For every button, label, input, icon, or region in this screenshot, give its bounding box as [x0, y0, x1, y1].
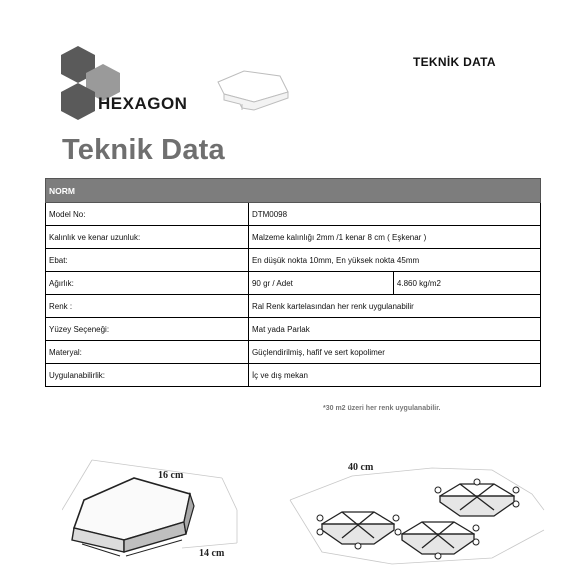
row-label: Model No:: [46, 203, 249, 226]
row-label: Yüzey Seçeneği:: [46, 318, 249, 341]
row-label: Renk :: [46, 295, 249, 318]
row-label: Materyal:: [46, 341, 249, 364]
row-value: Ral Renk kartelasından her renk uygulanabilir: [248, 295, 540, 318]
hex-modules-drawing-icon: [282, 440, 552, 566]
dimension-span: 40 cm: [348, 462, 374, 473]
dimension-width: 16 cm: [158, 470, 184, 481]
row-value: Mat yada Parlak: [248, 318, 540, 341]
table-row: [46, 226, 541, 249]
hex-tile-sketch-icon: [214, 68, 294, 114]
table-row: [46, 364, 541, 387]
row-label: Ebat:: [46, 249, 249, 272]
row-value: İç ve dış mekan: [248, 364, 540, 387]
table-row: [46, 272, 541, 295]
page-title: Teknik Data: [62, 134, 225, 166]
row-value-secondary: 4.860 kg/m2: [393, 272, 540, 295]
row-label: Kalınlık ve kenar uzunluk:: [46, 226, 249, 249]
table-section-row: [46, 179, 541, 203]
header-label: TEKNİK DATA: [413, 55, 496, 69]
table-row: [46, 318, 541, 341]
row-value: DTM0098: [248, 203, 540, 226]
table-row: [46, 203, 541, 226]
table-row: [46, 341, 541, 364]
row-value: Malzeme kalınlığı 2mm /1 kenar 8 cm ( Eşkenar ): [248, 226, 540, 249]
row-label: Ağırlık:: [46, 272, 249, 295]
row-label: Uygulanabilirlik:: [46, 364, 249, 387]
footnote: *30 m2 üzeri her renk uygulanabilir.: [323, 405, 441, 412]
table-row: [46, 249, 541, 272]
row-value: 90 gr / Adet: [248, 272, 393, 295]
brand-logo: [58, 46, 198, 120]
table-row: [46, 295, 541, 318]
section-label: NORM: [46, 179, 541, 203]
dimension-depth: 14 cm: [199, 548, 225, 559]
row-value: Güçlendirilmiş, hafif ve sert kopolimer: [248, 341, 540, 364]
brand-name: HEXAGON: [98, 94, 188, 113]
single-tile-drawing-icon: [62, 448, 262, 566]
spec-table: [45, 178, 541, 387]
row-value: En düşük nokta 10mm, En yüksek nokta 45mm: [248, 249, 540, 272]
